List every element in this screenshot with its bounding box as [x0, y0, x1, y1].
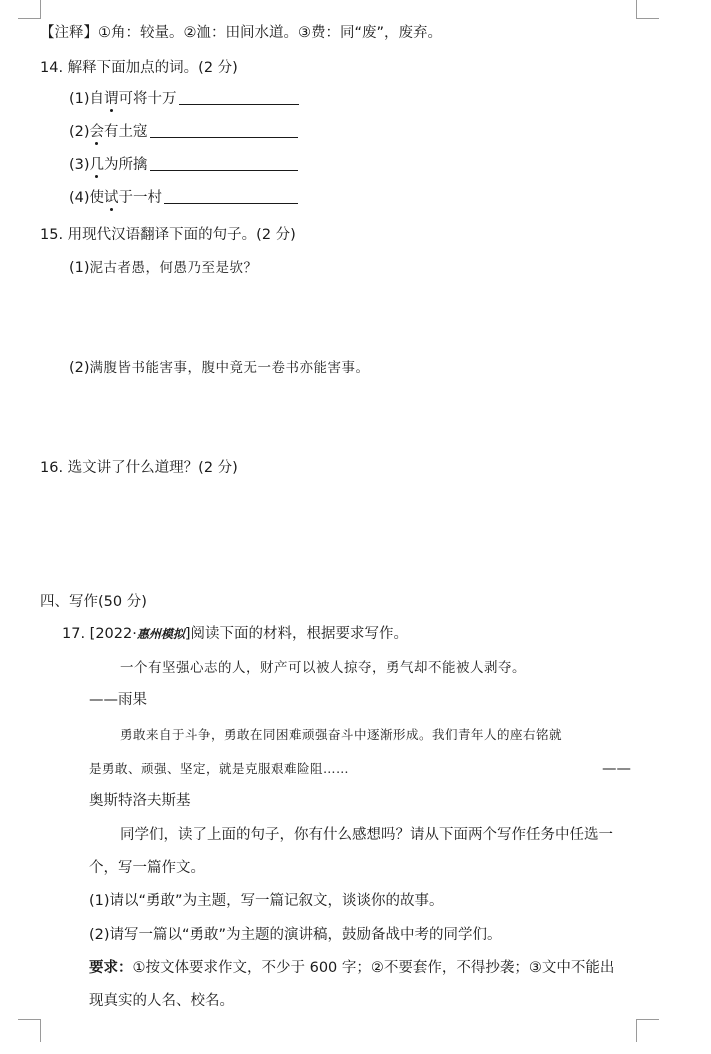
answer-blank[interactable] — [179, 90, 299, 105]
q15-stem: 15. 用现代汉语翻译下面的句子。(2 分) — [40, 227, 296, 243]
answer-blank[interactable] — [150, 123, 298, 138]
source-tag: 惠州模拟 — [136, 627, 185, 641]
q16-stem: 16. 选文讲了什么道理？(2 分) — [40, 460, 238, 476]
requirements-line-1: 要求：①按文体要求作文，不少于 600 字；②不要套作，不得抄袭；③文中不能出 — [89, 960, 615, 976]
answer-blank[interactable] — [150, 156, 298, 171]
q17-stem: 17. [2022·惠州模拟]阅读下面的材料，根据要求写作。 — [62, 626, 409, 642]
quote-1-author: ——雨果 — [89, 692, 147, 708]
quote-2-dash: —— — [602, 761, 631, 777]
q14-item-3: (3)几为所擒 — [69, 155, 298, 175]
requirements-line-2: 现真实的人名、校名。 — [89, 993, 234, 1009]
crop-mark-top-left — [18, 0, 41, 19]
q14-item-1: (1)自谓可将十万 — [69, 89, 299, 109]
quote-2-author: 奥斯特洛夫斯基 — [89, 793, 191, 809]
section-heading: 四、写作(50 分) — [40, 594, 147, 610]
q15-sentence-1: (1)泥古者愚，何愚乃至是欤？ — [69, 260, 258, 276]
q15-sentence-2: (2)满腹皆书能害事，腹中竟无一卷书亦能害事。 — [69, 360, 370, 376]
crop-mark-bottom-left — [18, 1019, 41, 1042]
annotation-note: 【注释】①角：较量。②洫：田间水道。③费：同“废”，废弃。 — [40, 25, 443, 41]
crop-mark-bottom-right — [636, 1019, 659, 1042]
q14-stem: 14. 解释下面加点的词。(2 分) — [40, 60, 238, 76]
answer-blank[interactable] — [164, 189, 298, 204]
prompt-line-1: 同学们，读了上面的句子，你有什么感想吗？请从下面两个写作任务中任选一 — [120, 827, 613, 843]
quote-2-line-2: 是勇敢、顽强、坚定，就是克服艰难险阻…… — [89, 761, 350, 776]
q14-item-2: (2)会有土寇 — [69, 122, 298, 142]
q14-item-4: (4)使试于一村 — [69, 188, 298, 208]
task-2: (2)请写一篇以“勇敢”为主题的演讲稿，鼓励备战中考的同学们。 — [89, 927, 502, 943]
crop-mark-top-right — [636, 0, 659, 19]
quote-2-line-1: 勇敢来自于斗争，勇敢在同困难顽强奋斗中逐渐形成。我们青年人的座右铭就 — [120, 727, 563, 742]
prompt-line-2: 个，写一篇作文。 — [89, 860, 205, 876]
task-1: (1)请以“勇敢”为主题，写一篇记叙文，谈谈你的故事。 — [89, 893, 444, 909]
quote-1: 一个有坚强心志的人，财产可以被人掠夺，勇气却不能被人剥夺。 — [120, 660, 526, 676]
